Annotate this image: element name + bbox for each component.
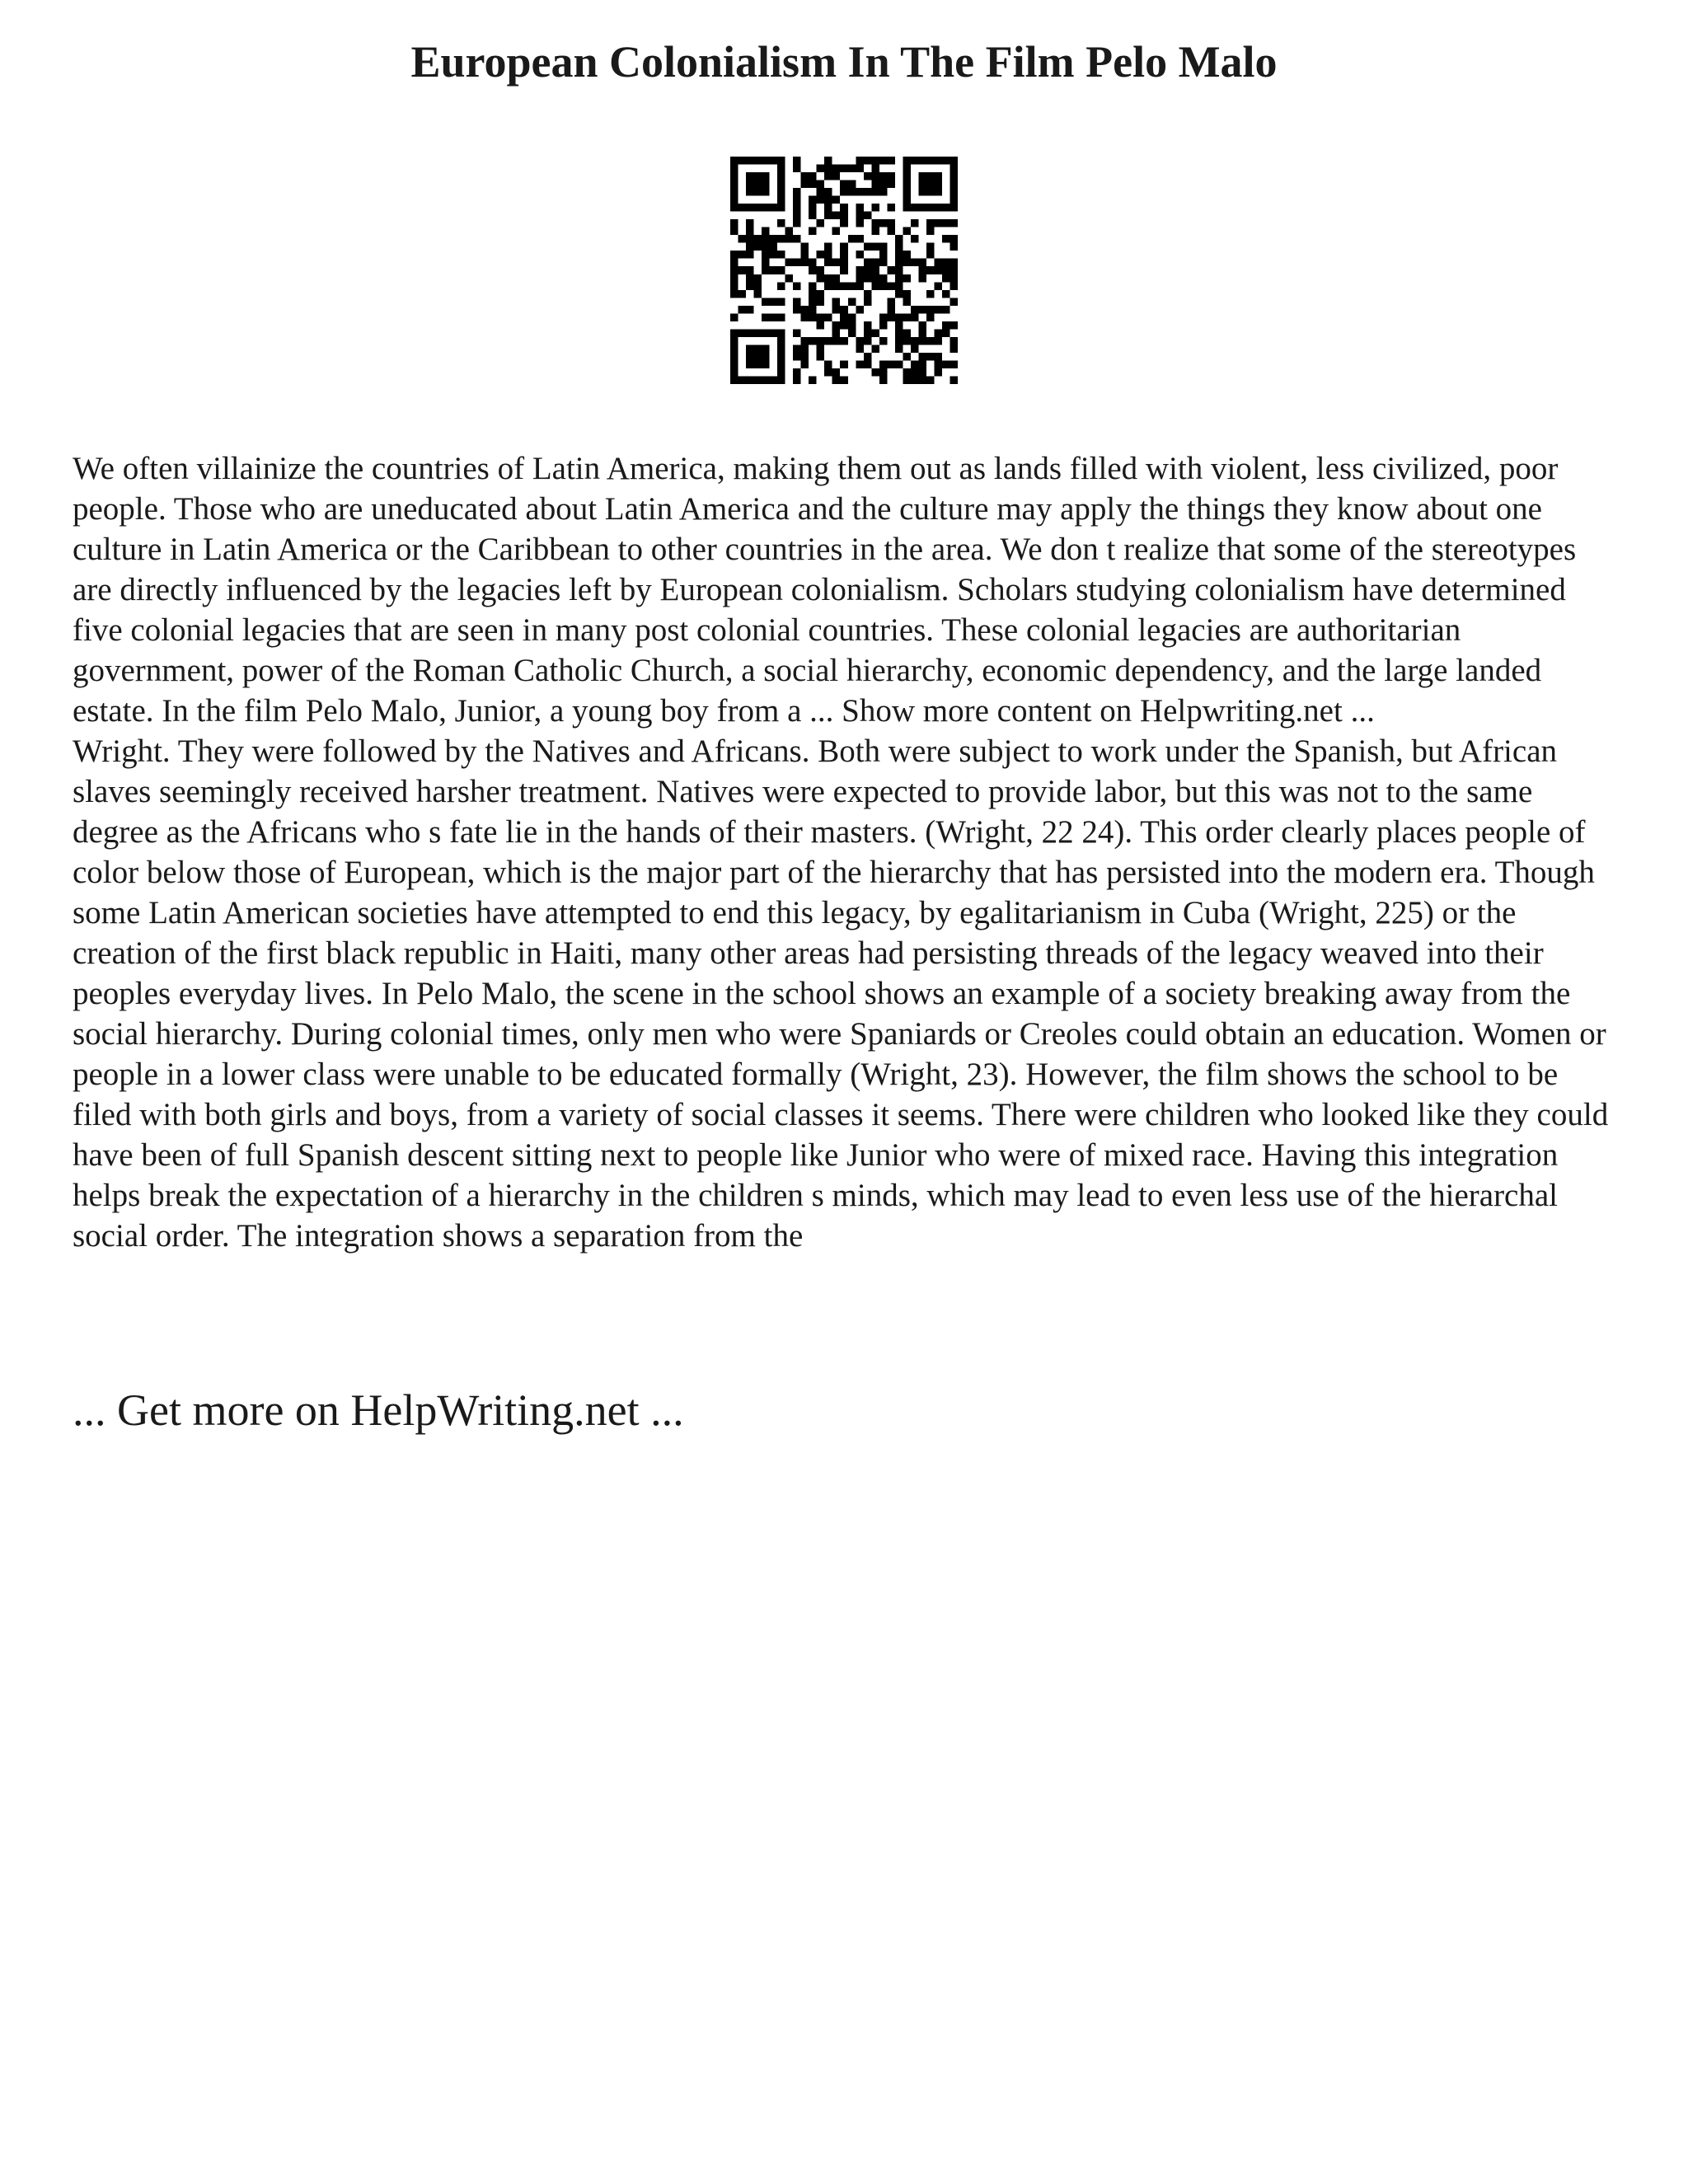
paragraph: We often villainize the countries of Latin America, making them out as lands filled with violent, less civilized, poor people. Those who are uneducated about Latin America and the culture may apply the things they know about one culture in Latin America or the Caribbean to other countries in the area. We don t realize that some of the stereotypes are directly influenced by the legacies left by European colonialism. Scholars studying colonialism have determined five colonial legacies that are seen in many post colonial countries. These colonial legacies are authoritarian government, power of the Roman Catholic Church, a social hierarchy, economic dependency, and the large landed estate. In the film Pelo Malo, Junior, a young boy from a ... Show more content on Helpwriting.net ...: [73, 451, 1577, 729]
get-more-link[interactable]: ... Get more on HelpWriting.net ...: [73, 1385, 684, 1435]
document-title: European Colonialism In The Film Pelo Malo: [410, 37, 1278, 87]
paragraph: Wright. They were followed by the Natives and Africans. Both were subject to work under the Spanish, but African slaves seemingly received harsher treatment. Natives were expected to provide labor, but this was not to the same degree as the Africans who s fate lie in the hands of their masters. (Wright, 22 24). This order clearly places people of color below those of European, which is the major part of the hierarchy that has persisted into the modern era. Though some Latin American societies have attempted to end this legacy, by egalitarianism in Cuba (Wright, 225) or the creation of the first black republic in Haiti, many other areas had persisting threads of the legacy weaved into their peoples everyday lives. In Pelo Malo, the scene in the school shows an example of a society breaking away from the social hierarchy. During colonial times, only men who were Spaniards or Creoles could obtain an education. Women or people in a lower class were unable to be educated formally (Wright, 23). However, the film shows the school to be filed with both girls and boys, from a variety of social classes it seems. There were children who looked like they could have been of full Spanish descent sitting next to people like Junior who were of mixed race. Having this integration helps break the expectation of a hierarchy in the children s minds, which may lead to even less use of the hierarchal social order. The integration shows a separation from the: [73, 733, 1609, 1254]
article-body: [73, 448, 1622, 1256]
qr-code-icon: [730, 157, 958, 384]
